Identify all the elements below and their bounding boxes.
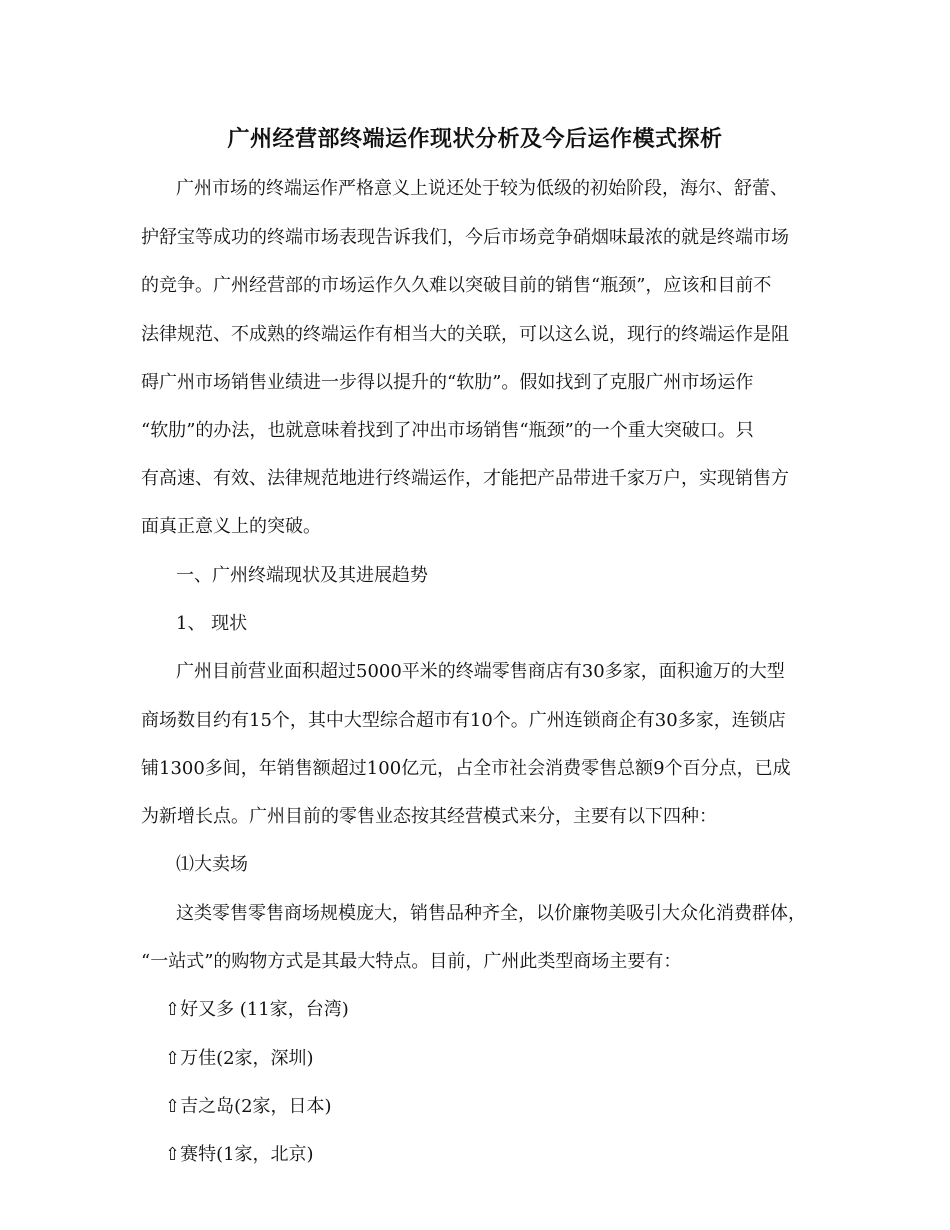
paragraph-line: “软肋”的办法，也就意味着找到了冲出市场销售“瓶颈”的一个重大突破口。只 (141, 420, 754, 441)
paragraph-line: “一站式”的购物方式是其最大特点。目前，广州此类型商场主要有： (141, 951, 682, 972)
subsection-heading: 1、 现状 (176, 613, 248, 634)
paragraph-line: 这类零售零售商场规模庞大，销售品种齐全，以价廉物美吸引大众化消费群体， (176, 903, 806, 924)
document-title: 广州经营部终端运作现状分析及今后运作模式探析 (227, 126, 723, 152)
section-heading: 一、广州终端现状及其进展趋势 (176, 565, 428, 586)
paragraph-line: 广州市场的终端运作严格意义上说还处于较为低级的初始阶段，海尔、舒蕾、 (176, 178, 788, 199)
paragraph-line: 的竞争。广州经营部的市场运作久久难以突破目前的销售“瓶颈”，应该和目前不 (141, 275, 772, 296)
list-heading: ⑴大卖场 (176, 854, 248, 875)
paragraph-line: 商场数目约有15个，其中大型综合超市有10个。广州连锁商企有30多家，连锁店 (141, 710, 786, 731)
list-item: ⇧赛特(1家，北京) (165, 1144, 314, 1165)
paragraph-line: 法律规范、不成熟的终端运作有相当大的关联，可以这么说，现行的终端运作是阻 (141, 324, 789, 345)
paragraph-line: 为新增长点。广州目前的零售业态按其经营模式来分，主要有以下四种： (141, 806, 717, 827)
list-item: ⇧万佳(2家，深圳) (165, 1048, 314, 1069)
paragraph-line: 广州目前营业面积超过5000平米的终端零售商店有30多家，面积逾万的大型 (176, 661, 785, 682)
paragraph-line: 有高速、有效、法律规范地进行终端运作，才能把产品带进千家万户，实现销售方 (141, 468, 789, 489)
paragraph-line: 面真正意义上的突破。 (141, 516, 321, 537)
paragraph-line: 铺1300多间，年销售额超过100亿元，占全市社会消费零售总额9个百分点，已成 (141, 758, 791, 779)
list-item: ⇧吉之岛(2家，日本) (165, 1096, 332, 1117)
paragraph-line: 护舒宝等成功的终端市场表现告诉我们，今后市场竞争硝烟味最浓的就是终端市场 (141, 227, 789, 248)
paragraph-line: 碍广州市场销售业绩进一步得以提升的“软肋”。假如找到了克服广州市场运作 (141, 372, 754, 393)
list-item: ⇧好又多 (11家，台湾) (165, 999, 349, 1020)
